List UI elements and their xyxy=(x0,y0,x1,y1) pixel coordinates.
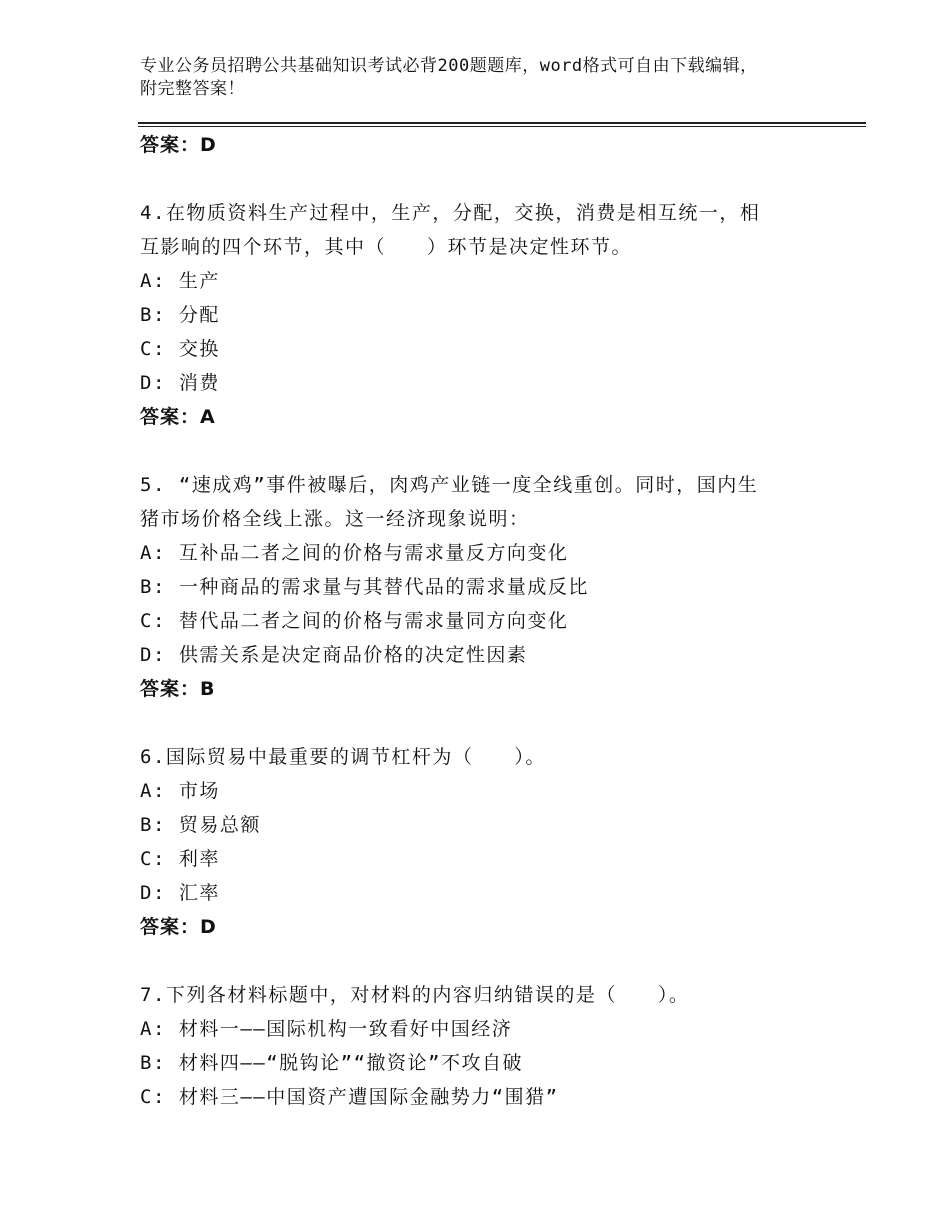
answer: 答案：D xyxy=(140,916,217,938)
document-body xyxy=(140,128,830,1114)
header-line-2: 附完整答案！ xyxy=(140,79,245,99)
answer-q3: 答案：D xyxy=(140,134,217,156)
option-b: B: 一种商品的需求量与其替代品的需求量成反比 xyxy=(140,576,589,598)
option-c: C: 材料三——中国资产遭国际金融势力“围猎” xyxy=(140,1086,559,1108)
option-c: C: 利率 xyxy=(140,848,220,870)
header-line-1: 专业公务员招聘公共基础知识考试必背200题题库，word格式可自由下载编辑， xyxy=(140,56,758,76)
question-stem: 5. “速成鸡”事件被曝后，肉鸡产业链一度全线重创。同时，国内生 xyxy=(140,474,759,496)
option-d: D: 消费 xyxy=(140,372,220,394)
document-header xyxy=(140,55,820,101)
option-c: C: 交换 xyxy=(140,338,220,360)
question-stem: 6.国际贸易中最重要的调节杠杆为（ ）。 xyxy=(140,746,546,768)
option-d: D: 汇率 xyxy=(140,882,220,904)
question-6 xyxy=(140,740,830,944)
option-d: D: 供需关系是决定商品价格的决定性因素 xyxy=(140,644,528,666)
option-a: A: 材料一——国际机构一致看好中国经济 xyxy=(140,1018,513,1040)
option-a: A: 生产 xyxy=(140,270,220,292)
question-stem: 互影响的四个环节，其中（ ）环节是决定性环节。 xyxy=(140,236,633,258)
question-stem: 4.在物质资料生产过程中，生产，分配，交换，消费是相互统一，相 xyxy=(140,202,761,224)
question-stem: 7.下列各材料标题中，对材料的内容归纳错误的是（ ）。 xyxy=(140,984,690,1006)
answer: 答案：B xyxy=(140,678,216,700)
option-a: A: 市场 xyxy=(140,780,220,802)
header-divider xyxy=(138,122,866,124)
answer: 答案：A xyxy=(140,406,216,428)
question-stem: 猪市场价格全线上涨。这一经济现象说明： xyxy=(140,508,530,530)
question-5 xyxy=(140,468,830,706)
question-4 xyxy=(140,196,830,434)
option-b: B: 分配 xyxy=(140,304,220,326)
option-c: C: 替代品二者之间的价格与需求量同方向变化 xyxy=(140,610,569,632)
option-a: A: 互补品二者之间的价格与需求量反方向变化 xyxy=(140,542,569,564)
question-7 xyxy=(140,978,830,1114)
option-b: B: 贸易总额 xyxy=(140,814,261,836)
option-b: B: 材料四——“脱钩论”“撤资论”不攻自破 xyxy=(140,1052,523,1074)
header-divider-thin xyxy=(138,126,866,127)
